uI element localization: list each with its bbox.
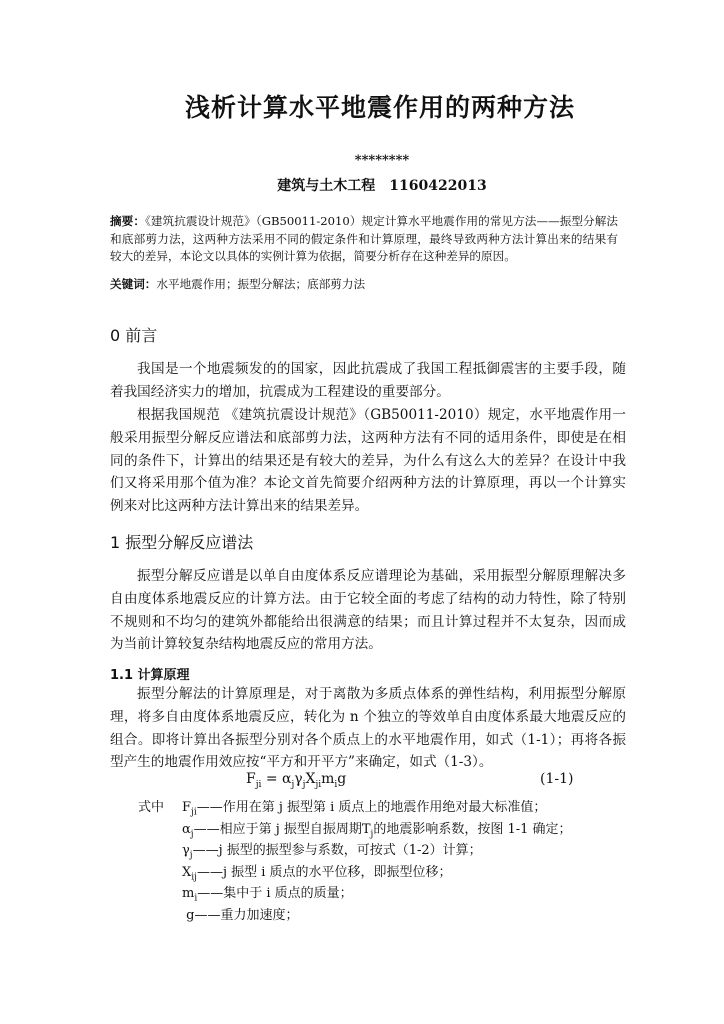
paragraph: 我国是一个地震频发的的国家，因此抗震成了我国工程抵御震害的主要手段，随着我国经济实力的增加，抗震成为工程建设的重要部分。 [110,361,626,400]
definition-row: g——重力加速度； [182,907,299,923]
author-name-masked: ******** [354,153,410,168]
abstract-text: 《建筑抗震设计规范》（GB50011-2010）规定计算水平地震作用的常见方法——振型分解法和底部剪力法，这两种方法采用不同的假定条件和计算原理，最终导致两种方法计算出来的结果有较大的差异，本论文以具体的实例计算为依据，简要分析存在这种差异的原因。 [110,214,618,263]
author-line [0,175,724,195]
definition-lead: 式中 [138,800,165,815]
student-id: 1160422013 [389,178,487,194]
definition-row: $\alpha_j——$相应于第 j 振型自振周期$T_j$的地震影响系数，按图 1-1 确定； [182,821,572,840]
equation-1-1 [110,771,618,793]
section-heading-modal-analysis: 1 振型分解反应谱法 [110,533,254,552]
definition-row: $X_{ij}——j$ 振型 i 质点的水平位移，即振型位移； [182,864,452,883]
symbol-definitions [130,797,630,927]
definition-row: $\gamma_j——j$ 振型的振型参与系数，可按式（1-2）计算； [182,843,482,861]
section-heading-preface: 0 前言 [110,326,158,345]
paragraph: 振型分解法的计算原理是，对于离散为多质点体系的弹性结构，利用振型分解原理，将多自由度体系地震反应，转化为 n 个独立的等效单自由度体系最大地震反应的组合。即将计算出各振型分别对各个质点上的水平地震作用，如式（1-1）；再将各振型产生的地震作用效应按“平方和开平方”来确定，如式（1-3）。 [110,686,626,771]
paragraph: 振型分解反应谱是以单自由度体系反应谱理论为基础，采用振型分解原理解决多自由度体系地震反应的计算方法。由于它较全面的考虑了结构的动力特性，除了特别不规则和不均匀的建筑外都能给出很满意的结果；而且计算过程并不太复杂，因而成为当前计算较复杂结构地震反应的常用方法。 [110,568,626,653]
paragraph: 根据我国规范 《建筑抗震设计规范》（GB50011-2010）规定，水平地震作用一般采用振型分解反应谱法和底部剪力法，这两种方法有不同的适用条件，即使是在相同的条件下，计算出的结果还是有较大的差异，为什么有这么大的差异？在设计中我们又将采用那个值为准？本论文首先简要介绍两种方法的计算原理，再以一个计算实例来对比这两种方法计算出来的结果差异。 [110,407,626,515]
keywords-label: 关键词： [110,277,157,291]
definition-row: $m_i——$集中于 i 质点的质量； [182,886,353,904]
abstract-label: 摘要： [110,214,145,228]
keywords [110,276,618,293]
abstract [110,213,618,266]
equation-number: (1-1) [540,771,574,787]
author-dept: 建筑与土木工程 [277,178,376,194]
subsection-heading-principle: 1.1 计算原理 [110,668,190,683]
keywords-text: 水平地震作用；振型分解法；底部剪力法 [156,277,366,291]
equation-body: $F_{ji} = \alpha_j\gamma_jX_{ji}m_ig$ [246,771,347,790]
definition-row: 式中 $F_{ji}——$作用在第 j 振型第 i 质点上的地震作用绝对最大标准值； [130,797,630,819]
paper-title: 浅析计算水平地震作用的两种方法 [184,93,575,122]
